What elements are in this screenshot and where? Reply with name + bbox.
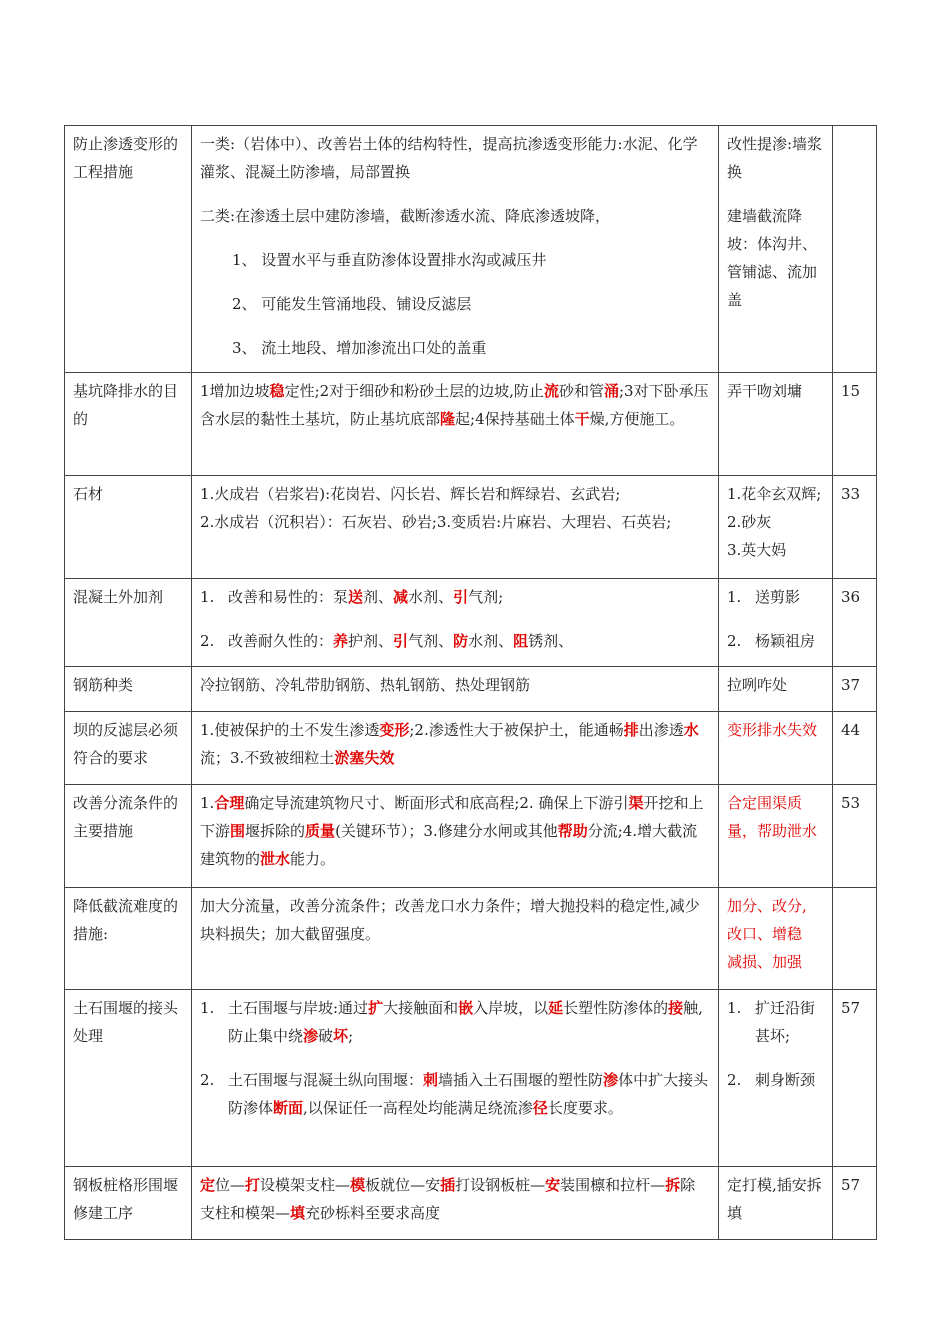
- keyword-highlight: 养: [333, 632, 349, 650]
- keyword-highlight: 干: [574, 410, 590, 428]
- list-item: [727, 583, 824, 611]
- keyword-highlight: 扩: [368, 999, 384, 1017]
- mnemonic-cell: 定打模,插安拆填: [719, 1167, 833, 1240]
- measures-cell: [192, 1167, 719, 1240]
- keyword-highlight: 嵌: [458, 999, 474, 1017]
- keyword-highlight: 延: [548, 999, 564, 1017]
- table-row: [65, 712, 877, 785]
- topic-cell: 混凝土外加剂: [65, 579, 192, 667]
- text-segment: 土石围堰与岸坡:通过: [228, 999, 369, 1017]
- page-cell: 57: [833, 1167, 877, 1240]
- mnemonic-cell: [719, 579, 833, 667]
- keyword-highlight: 质量: [305, 822, 336, 840]
- text-segment: 锈剂、: [528, 632, 574, 650]
- page-cell: [833, 126, 877, 373]
- text-segment: 燥,方便施工。: [589, 410, 685, 428]
- text-segment: 起;4保持基础土体: [455, 410, 575, 428]
- topic-cell: 坝的反滤层必须符合的要求: [65, 712, 192, 785]
- list-item: [200, 583, 710, 611]
- topic-cell: 防止渗透变形的工程措施: [65, 126, 192, 373]
- mnemonic-cell: [719, 476, 833, 579]
- keyword-highlight: 接: [668, 999, 684, 1017]
- measure-text: 一类:（岩体中）、改善岩土体的结构特性，提高抗渗透变形能力:水泥、化学灌浆、混凝土防渗墙，局部置换: [200, 135, 698, 181]
- text-segment: 能力。: [290, 850, 336, 868]
- text-segment: ;: [348, 1027, 354, 1045]
- text-segment: 出渗透: [638, 721, 684, 739]
- text-segment: 入岸坡，以: [473, 999, 549, 1017]
- text-segment: 1.: [200, 794, 215, 812]
- list-number: 2.: [200, 1071, 215, 1089]
- keyword-highlight: 刺: [423, 1071, 439, 1089]
- text-segment: 打设钢板桩—: [455, 1176, 546, 1194]
- text-segment: 触,防止集中绕: [228, 999, 703, 1045]
- text-segment: 砂和管: [558, 382, 604, 400]
- mnemonic-text: 杨颖祖房: [755, 632, 816, 650]
- keyword-highlight: 定: [200, 1176, 216, 1194]
- mnemonic-text: 扩迁沿街甚坏;: [755, 999, 816, 1045]
- text-segment: 确定导流建筑物尺寸、断面形式和底高程;2. 确保上下游引: [244, 794, 629, 812]
- mnemonic-text: 改性提渗:墙浆换: [727, 135, 823, 181]
- text-segment: 装围檩和拉杆—: [560, 1176, 666, 1194]
- keyword-highlight: 淤塞失效: [334, 749, 395, 767]
- measures-cell: 冷拉钢筋、冷轧带肋钢筋、热轧钢筋、热处理钢筋: [192, 667, 719, 712]
- keyword-highlight: 引: [393, 632, 409, 650]
- topic-cell: 土石围堰的接头处理: [65, 990, 192, 1167]
- measures-cell: 加大分流量，改善分流条件；改善龙口水力条件；增大抛投料的稳定性,减少块料损失；加大截留强度。: [192, 888, 719, 990]
- mnemonic-cell: [719, 888, 833, 990]
- mnemonic-text: 改口、增稳: [727, 925, 803, 943]
- list-number: 1.: [200, 999, 215, 1017]
- table-row: [65, 990, 877, 1167]
- mnemonic-cell: 合定围渠质量，帮助泄水: [719, 785, 833, 888]
- keyword-highlight: 引: [453, 588, 469, 606]
- keyword-highlight: 围: [230, 822, 246, 840]
- keyword-highlight: 送: [348, 588, 364, 606]
- mnemonic-text: 加分、改分,: [727, 897, 807, 915]
- measures-cell: [192, 126, 719, 373]
- text-segment: 水剂、: [408, 588, 454, 606]
- measure-text: 1.火成岩（岩浆岩):花岗岩、闪长岩、辉长岩和辉绿岩、玄武岩;: [200, 485, 621, 503]
- text-segment: 墙插入土石围堰的塑性防: [438, 1071, 604, 1089]
- keyword-highlight: 断面: [273, 1099, 304, 1117]
- table-row: [65, 476, 877, 579]
- topic-cell: 基坑降排水的目的: [65, 373, 192, 476]
- text-segment: 充砂栎料至要求高度: [305, 1204, 441, 1222]
- text-segment: 流；3.不致被细粒土: [200, 749, 335, 767]
- table-row: [65, 1167, 877, 1240]
- page-cell: 36: [833, 579, 877, 667]
- topic-cell: 降低截流难度的措施:: [65, 888, 192, 990]
- text-segment: 定性;2对于细砂和粉砂土层的边坡,防止: [284, 382, 544, 400]
- topic-cell: 钢板桩格形围堰修建工序: [65, 1167, 192, 1240]
- keyword-highlight: 插: [440, 1176, 456, 1194]
- keyword-highlight: 排: [623, 721, 639, 739]
- mnemonic-cell: 拉咧咋处: [719, 667, 833, 712]
- list-number: 1.: [727, 999, 742, 1017]
- text-segment: 开挖和上下游: [200, 794, 704, 840]
- list-number: 2.: [727, 632, 742, 650]
- keyword-highlight: 帮助: [557, 822, 588, 840]
- table-row: [65, 579, 877, 667]
- text-segment: 护剂、: [348, 632, 394, 650]
- keyword-highlight: 安: [545, 1176, 561, 1194]
- measure-item: 2、 可能发生管涌地段、铺设反滤层: [232, 295, 472, 313]
- page-cell: [833, 888, 877, 990]
- topic-cell: 钢筋种类: [65, 667, 192, 712]
- keyword-highlight: 防: [453, 632, 469, 650]
- list-number: 2.: [727, 1071, 742, 1089]
- notes-table: [64, 125, 877, 1240]
- text-segment: 1.使被保护的土不发生渗透: [200, 721, 380, 739]
- list-number: 1.: [200, 588, 215, 606]
- mnemonic-cell: 变形排水失效: [719, 712, 833, 785]
- page-cell: 37: [833, 667, 877, 712]
- page-cell: 44: [833, 712, 877, 785]
- keyword-highlight: 合理: [214, 794, 245, 812]
- keyword-highlight: 模: [350, 1176, 366, 1194]
- text-segment: 分流;4.增大截流建筑物的: [200, 822, 698, 868]
- keyword-highlight: 渗: [303, 1027, 319, 1045]
- table-row: [65, 373, 877, 476]
- list-item: [200, 627, 710, 655]
- mnemonic-text: 刺身断颈: [755, 1071, 816, 1089]
- keyword-highlight: 涌: [603, 382, 619, 400]
- keyword-highlight: 打: [245, 1176, 261, 1194]
- keyword-highlight: 泄水: [260, 850, 291, 868]
- page-cell: 15: [833, 373, 877, 476]
- mnemonic-text: 送剪影: [755, 588, 801, 606]
- keyword-highlight: 变形: [379, 721, 410, 739]
- list-item: [727, 1066, 824, 1094]
- text-segment: ,以保证任一高程处均能满足绕流渗: [303, 1099, 533, 1117]
- text-segment: 长塑性防渗体的: [563, 999, 669, 1017]
- measures-cell: [192, 990, 719, 1167]
- page-cell: 57: [833, 990, 877, 1167]
- keyword-highlight: 径: [532, 1099, 548, 1117]
- text-segment: 体中扩大接头防渗体: [228, 1071, 709, 1117]
- mnemonic-text: 减损、加强: [727, 953, 803, 971]
- text-segment: 土石围堰与混凝土纵向围堰：: [228, 1071, 424, 1089]
- list-item: [200, 1066, 710, 1122]
- list-item: [200, 994, 710, 1050]
- table-row: [65, 785, 877, 888]
- measures-cell: [192, 476, 719, 579]
- topic-cell: 石材: [65, 476, 192, 579]
- text-segment: 水剂、: [468, 632, 514, 650]
- mnemonic-text: 3.英大妈: [727, 541, 787, 559]
- keyword-highlight: 拆: [665, 1176, 681, 1194]
- measures-cell: [192, 579, 719, 667]
- keyword-highlight: 水: [683, 721, 699, 739]
- keyword-highlight: 流: [543, 382, 559, 400]
- table-row: [65, 126, 877, 373]
- mnemonic-cell: 弄干吻刘墉: [719, 373, 833, 476]
- measure-text: 二类:在渗透土层中建防渗墙，截断渗透水流、降底渗透坡降，: [200, 207, 611, 225]
- measure-item: 3、 流土地段、增加渗流出口处的盖重: [232, 339, 487, 357]
- list-item: [727, 627, 824, 655]
- measures-cell: [192, 373, 719, 476]
- page-cell: 33: [833, 476, 877, 579]
- text-segment: 长度要求。: [547, 1099, 623, 1117]
- text-segment: 设模架支柱—: [260, 1176, 351, 1194]
- keyword-highlight: 阻: [513, 632, 529, 650]
- text-segment: (关键环节）；3.修建分水闸或其他: [335, 822, 558, 840]
- keyword-highlight: 减: [393, 588, 409, 606]
- list-number: 1.: [727, 588, 742, 606]
- keyword-highlight: 稳: [269, 382, 285, 400]
- text-segment: ;2.渗透性大于被保护土，能通畅: [409, 721, 624, 739]
- table-row: [65, 888, 877, 990]
- text-segment: 改善耐久性的：: [228, 632, 334, 650]
- list-number: 2.: [200, 632, 215, 650]
- mnemonic-text: 1.花伞玄双辉;2.砂灰: [727, 485, 822, 531]
- text-segment: 改善和易性的：泵: [228, 588, 349, 606]
- text-segment: 气剂、: [408, 632, 454, 650]
- text-segment: 气剂;: [468, 588, 504, 606]
- keyword-highlight: 渗: [603, 1071, 619, 1089]
- text-segment: 大接触面和: [383, 999, 459, 1017]
- page-cell: 53: [833, 785, 877, 888]
- keyword-highlight: 隆: [440, 410, 456, 428]
- measures-cell: [192, 785, 719, 888]
- text-segment: 剂、: [363, 588, 394, 606]
- text-segment: 破: [318, 1027, 334, 1045]
- mnemonic-cell: [719, 126, 833, 373]
- measure-text: 2.水成岩（沉积岩）：石灰岩、砂岩;3.变质岩:片麻岩、大理岩、石英岩;: [200, 513, 672, 531]
- text-segment: 位—: [215, 1176, 246, 1194]
- text-segment: 板就位—安: [365, 1176, 441, 1194]
- topic-cell: 改善分流条件的主要措施: [65, 785, 192, 888]
- text-segment: 堰拆除的: [245, 822, 306, 840]
- measure-item: 1、 设置水平与垂直防渗体设置排水沟或减压井: [232, 251, 547, 269]
- keyword-highlight: 坏: [333, 1027, 349, 1045]
- keyword-highlight: 填: [290, 1204, 306, 1222]
- mnemonic-text: 建墙截流降坡：体沟井、管铺滤、流加盖: [727, 207, 818, 309]
- list-item: [727, 994, 824, 1050]
- mnemonic-cell: [719, 990, 833, 1167]
- measures-cell: [192, 712, 719, 785]
- text-segment: 除支柱和模架—: [200, 1176, 696, 1222]
- text-segment: 1增加边坡: [200, 382, 270, 400]
- table-row: [65, 667, 877, 712]
- text-segment: ;3对下卧承压含水层的黏性土基坑，防止基坑底部: [200, 382, 709, 428]
- keyword-highlight: 渠: [628, 794, 644, 812]
